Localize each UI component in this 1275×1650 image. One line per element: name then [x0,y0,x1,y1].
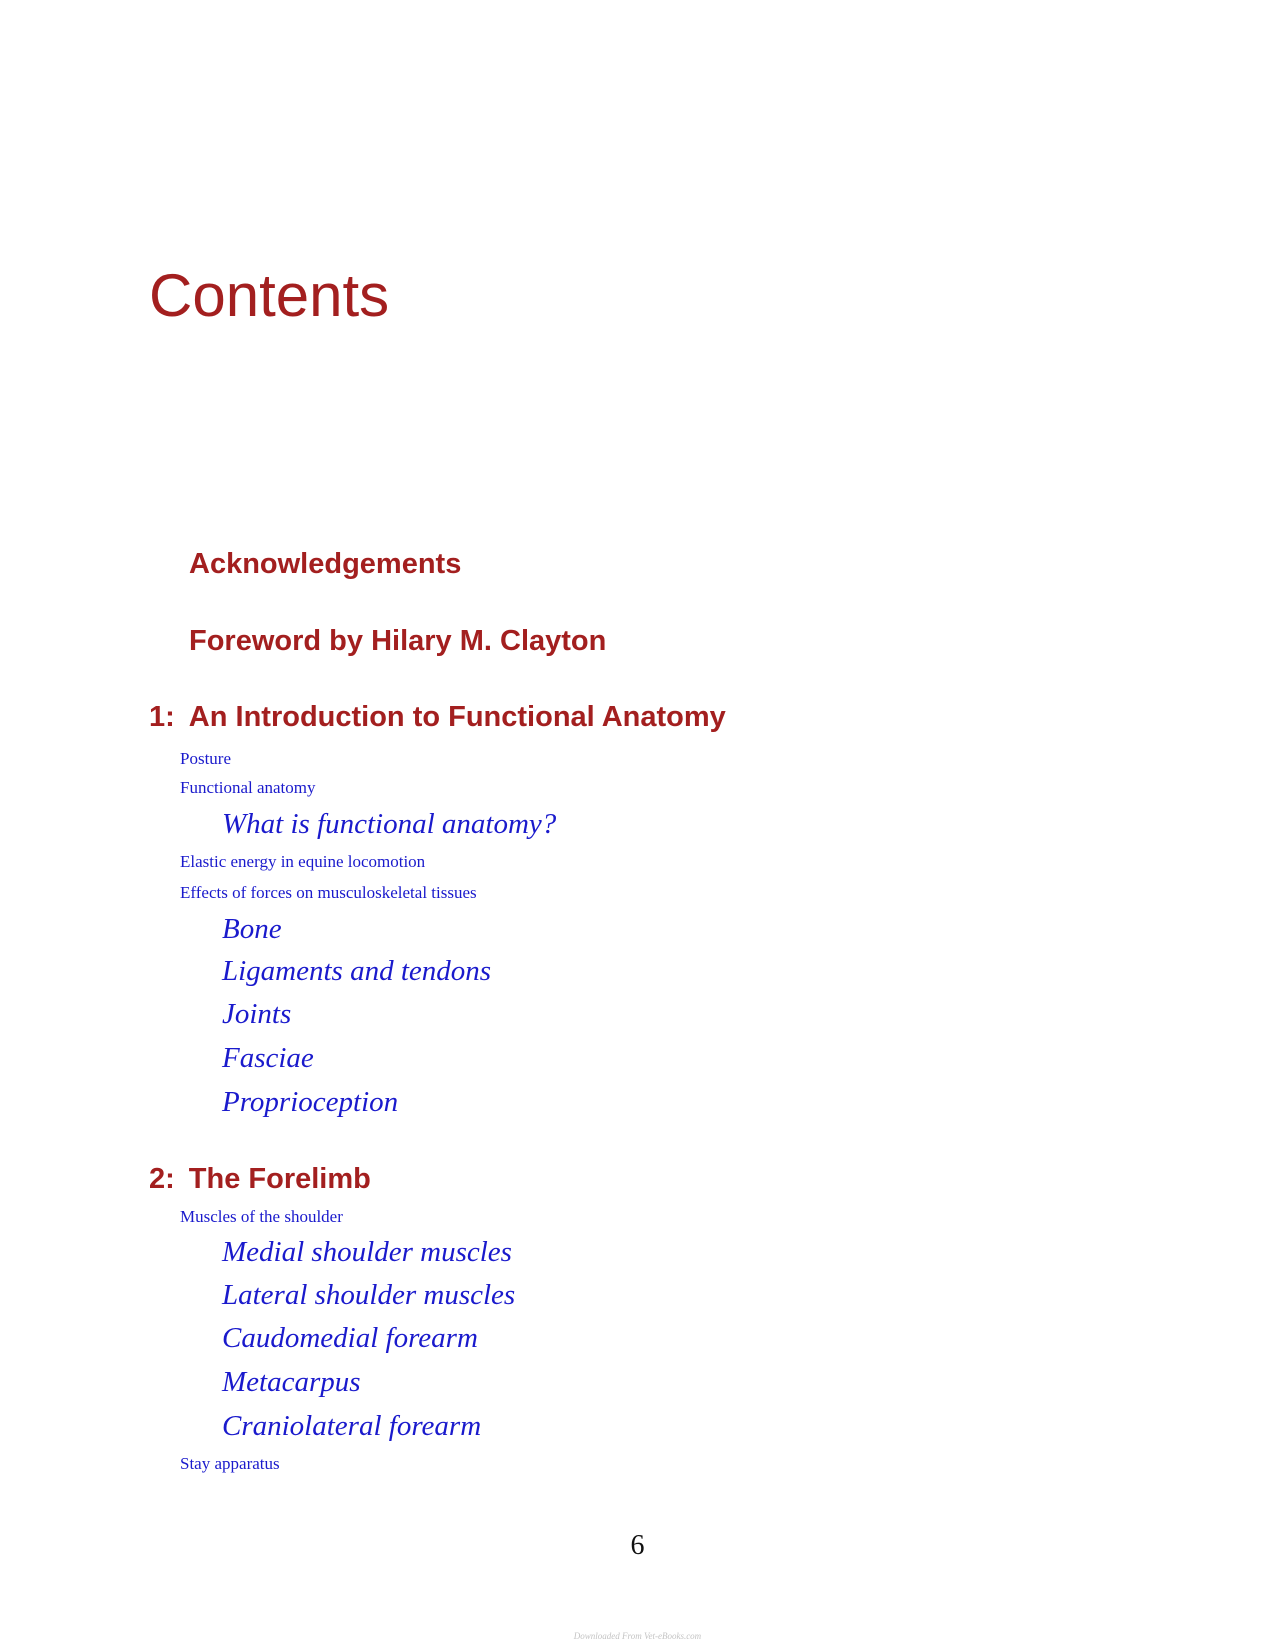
toc-front-foreword[interactable]: Foreword by Hilary M. Clayton [189,625,607,657]
toc-section-muscles-of-the-shoulder[interactable]: Muscles of the shoulder [180,1207,343,1226]
toc-chapter-1[interactable] [149,703,726,732]
toc-chapter-2[interactable] [149,1165,371,1194]
toc-subsection-lateral-shoulder-muscles[interactable]: Lateral shoulder muscles [222,1279,516,1311]
toc-subsection-metacarpus[interactable]: Metacarpus [222,1366,361,1398]
toc-section-effects-of-forces[interactable]: Effects of forces on musculoskeletal tissues [180,883,477,902]
chapter-title: An Introduction to Functional Anatomy [188,701,726,733]
toc-section-stay-apparatus[interactable]: Stay apparatus [180,1454,280,1473]
chapter-number: 2: [149,1163,175,1195]
toc-subsection-medial-shoulder-muscles[interactable]: Medial shoulder muscles [222,1236,512,1268]
toc-subsection-caudomedial-forearm[interactable]: Caudomedial forearm [222,1322,478,1354]
page-number: 6 [630,1530,645,1561]
toc-section-elastic-energy[interactable]: Elastic energy in equine locomotion [180,852,426,871]
page-title: Contents [149,262,390,329]
watermark-text: Downloaded From Vet-eBooks.com [573,1631,702,1641]
toc-section-functional-anatomy[interactable]: Functional anatomy [180,778,316,797]
toc-subsection-craniolateral-forearm[interactable]: Craniolateral forearm [222,1410,482,1442]
toc-front-acknowledgements[interactable]: Acknowledgements [189,548,462,580]
toc-subsection-fasciae[interactable]: Fasciae [222,1042,314,1074]
chapter-number: 1: [149,701,175,733]
toc-subsection-joints[interactable]: Joints [222,998,292,1030]
toc-subsection-ligaments-and-tendons[interactable]: Ligaments and tendons [222,955,492,987]
toc-subsection-bone[interactable]: Bone [222,913,282,945]
chapter-title: The Forelimb [188,1163,371,1195]
toc-subsection-proprioception[interactable]: Proprioception [222,1086,399,1118]
toc-section-posture[interactable]: Posture [180,749,231,768]
toc-subsection-what-is-functional-anatomy[interactable]: What is functional anatomy? [222,808,557,840]
